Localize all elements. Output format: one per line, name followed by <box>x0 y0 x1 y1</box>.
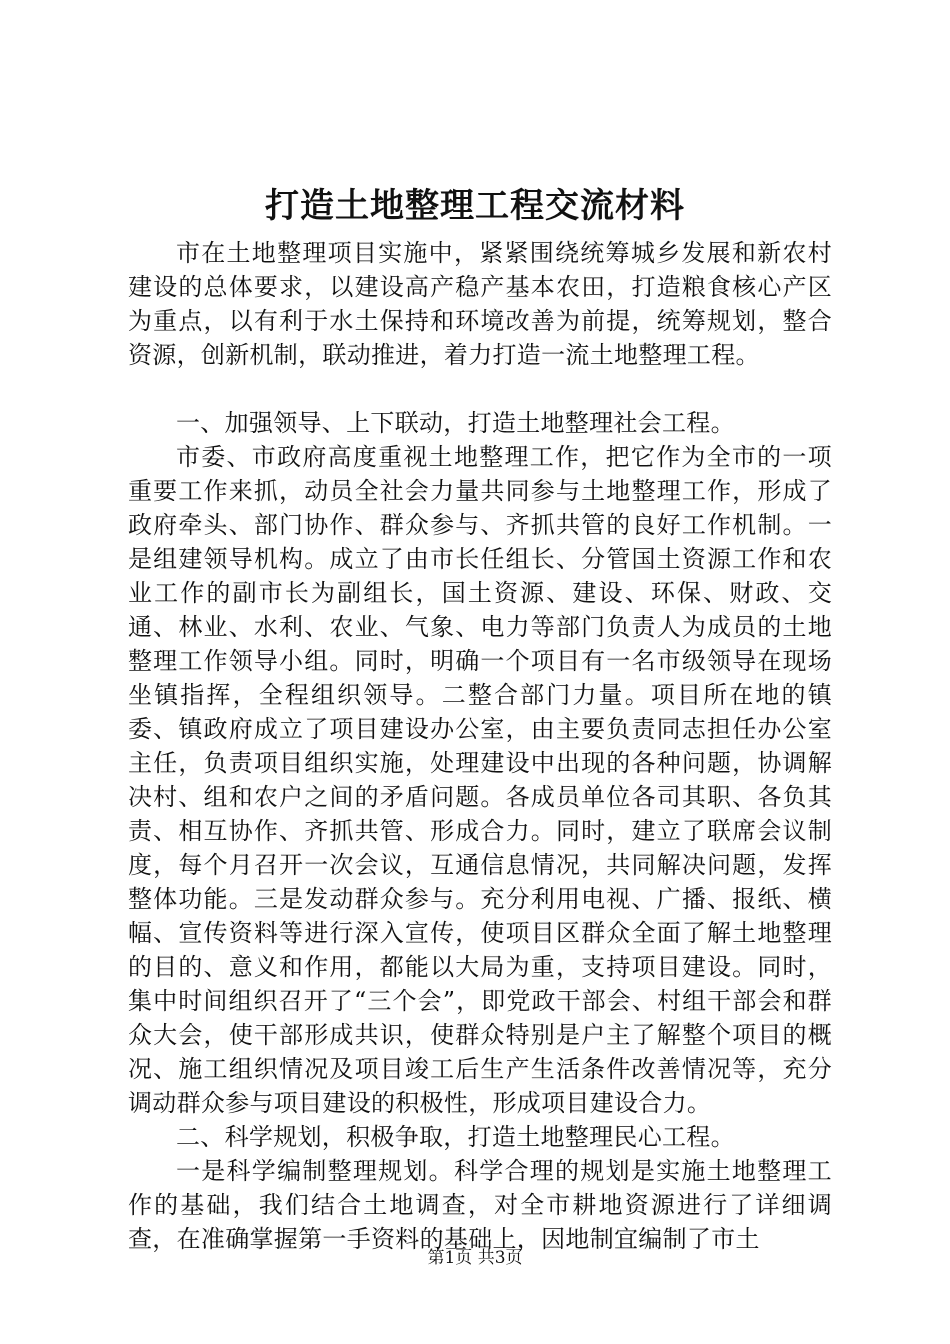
paragraph-intro: 市在土地整理项目实施中，紧紧围绕统筹城乡发展和新农村建设的总体要求，以建设高产稳产基本农田，打造粮食核心产区为重点，以有利于水土保持和环境改善为前提，统筹规划，整合资源，创新机制，联动推进，着力打造一流土地整理工程。 <box>128 239 832 369</box>
paragraph-section-2: 一是科学编制整理规划。科学合理的规划是实施土地整理工作的基础，我们结合土地调查，对全市耕地资源进行了详细调查，在准确掌握第一手资料的基础上，因地制宜编制了市土 <box>128 1157 832 1253</box>
document-body <box>128 236 832 1256</box>
paragraph-section-1: 市委、市政府高度重视土地整理工作，把它作为全市的一项重要工作来抓，动员全社会力量共同参与土地整理工作，形成了政府牵头、部门协作、群众参与、齐抓共管的良好工作机制。一是组建领导机构。成立了由市长任组长、分管国土资源工作和农业工作的副市长为副组长，国土资源、建设、环保、财政、交通、林业、水利、农业、气象、电力等部门负责人为成员的土地整理工作领导小组。同时，明确一个项目有一名市级领导在现场坐镇指挥，全程组织领导。二整合部门力量。项目所在地的镇委、镇政府成立了项目建设办公室，由主要负责同志担任办公室主任，负责项目组织实施，处理建设中出现的各种问题，协调解决村、组和农户之间的矛盾问题。各成员单位各司其职、各负其责、相互协作、齐抓共管、形成合力。同时，建立了联席会议制度，每个月召开一次会议，互通信息情况，共同解决问题，发挥整体功能。三是发动群众参与。充分利用电视、广播、报纸、横幅、宣传资料等进行深入宣传，使项目区群众全面了解土地整理的目的、意义和作用，都能以大局为重，支持项目建设。同时，集中时间组织召开了“三个会”，即党政干部会、村组干部会和群众大会，使干部形成共识，使群众特别是户主了解整个项目的概况、施工组织情况及项目竣工后生产生活条件改善情况等，充分调动群众参与项目建设的积极性，形成项目建设合力。 <box>128 443 832 1117</box>
section-heading-2: 二、科学规划，积极争取，打造土地整理民心工程。 <box>176 1123 735 1151</box>
page-number: 第1页 共3页 <box>427 1248 523 1268</box>
section-heading-1: 一、加强领导、上下联动，打造土地整理社会工程。 <box>176 409 735 437</box>
document-title: 打造土地整理工程交流材料 <box>265 186 685 226</box>
